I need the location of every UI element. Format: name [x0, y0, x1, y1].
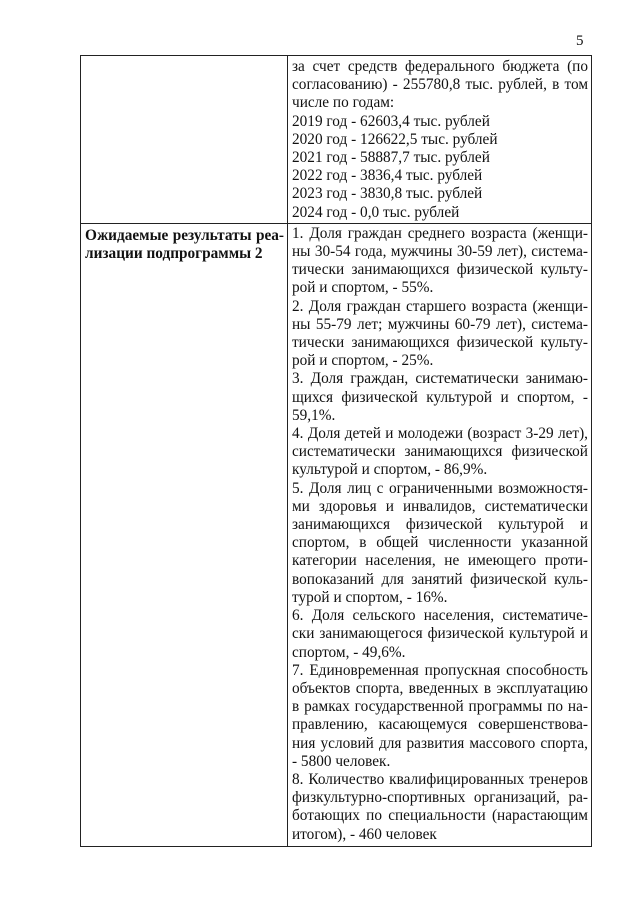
result-line: ски занимающегося физической культурой и — [292, 625, 588, 643]
result-line: объектов спорта, введенных в эксплуатацию — [292, 679, 588, 697]
result-line: 4. Доля детей и молодежи (возраст 3-29 лет), — [292, 425, 588, 443]
budget-line: за счет средств федерального бюджета (по — [292, 58, 588, 75]
budget-year-line: 2023 год - 3830,8 тыс. рублей — [292, 185, 483, 203]
result-line: вопоказаний для занятий физической куль- — [292, 570, 588, 588]
budget-label-cell — [81, 56, 288, 224]
result-line: спортом, в общей численности указанной — [292, 534, 588, 552]
results-row — [81, 223, 592, 846]
budget-description-cell — [288, 56, 592, 224]
result-line: физкультурно-спортивных организаций, ра- — [292, 789, 588, 807]
result-line: ми здоровья и инвалидов, систематически — [292, 497, 588, 515]
budget-year-line: 2021 год - 58887,7 тыс. рублей — [292, 149, 490, 167]
results-heading-cell — [81, 223, 288, 846]
result-line: занимающихся физической культурой и — [292, 516, 588, 534]
results-heading-line: лизации подпрограммы 2 — [85, 245, 263, 263]
result-line: ны 55-79 лет; мужчины 60-79 лет), система- — [292, 315, 588, 333]
result-line: систематически занимающихся физической — [292, 443, 588, 461]
result-line: категории населения, не имеющего проти- — [292, 552, 588, 570]
budget-year-line: 2020 год - 126622,5 тыс. рублей — [292, 130, 498, 148]
budget-year-line: 2024 год - 0,0 тыс. рублей — [292, 203, 460, 221]
result-line: ны 30-54 года, мужчины 30-59 лет), система- — [292, 243, 588, 261]
result-line: итогом), - 460 человек — [292, 825, 437, 843]
result-line: 5. Доля лиц с ограниченными возможностя- — [292, 479, 588, 497]
result-line: рой и спортом, - 55%. — [292, 279, 434, 297]
result-line: в рамках государственной программы по на- — [292, 698, 588, 716]
budget-line: числе по годам: — [292, 94, 395, 112]
result-line: правлению, касающемуся совершенствова- — [292, 716, 588, 734]
result-line: рой и спортом, - 25%. — [292, 352, 434, 370]
page-number: 5 — [576, 33, 584, 49]
result-line: турой и спортом, - 16%. — [292, 588, 448, 606]
result-line: тически занимающихся физической культу- — [292, 334, 588, 352]
budget-year-line: 2022 год - 3836,4 тыс. рублей — [292, 167, 483, 185]
result-line: 6. Доля сельского населения, систематиче- — [292, 607, 588, 625]
result-line: - 5800 человек. — [292, 752, 391, 770]
result-line: 2. Доля граждан старшего возраста (женщи- — [292, 297, 588, 315]
subprogram-passport-table — [80, 55, 592, 847]
result-line: тически занимающихся физической культу- — [292, 261, 588, 279]
budget-line: согласованию) - 255780,8 тыс. рублей, в том — [292, 76, 588, 94]
results-heading-line: Ожидаемые результаты реа- — [85, 226, 284, 244]
result-line: щихся физической культурой и спортом, - — [292, 388, 588, 406]
results-description-cell — [288, 223, 592, 846]
result-line: ния условий для развития массового спорта, — [292, 734, 588, 752]
result-line: 3. Доля граждан, систематически занимаю- — [292, 370, 588, 388]
result-line: спортом, - 49,6%. — [292, 643, 406, 661]
budget-year-line: 2019 год - 62603,4 тыс. рублей — [292, 112, 490, 130]
result-line: 1. Доля граждан среднего возраста (женщи- — [292, 224, 588, 242]
result-line: ботающих по специальности (нарастающим — [292, 807, 588, 825]
result-line: 8. Количество квалифицированных тренеров — [292, 770, 588, 788]
result-line: 7. Единовременная пропускная способность — [292, 661, 588, 679]
budget-row — [81, 56, 592, 224]
result-line: 59,1%. — [292, 406, 336, 424]
result-line: культурой и спортом, - 86,9%. — [292, 461, 488, 479]
